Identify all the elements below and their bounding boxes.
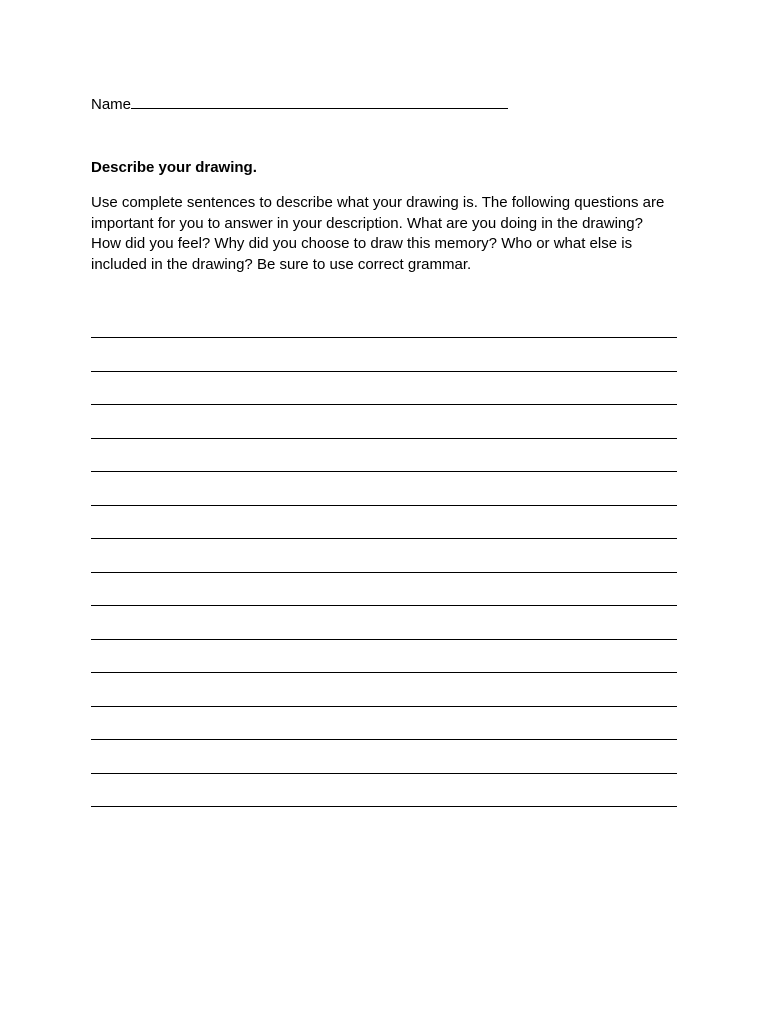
writing-line xyxy=(91,572,677,573)
instruction-line: How did you feel? Why did you choose to draw this memory? Who or what else is xyxy=(91,235,633,253)
writing-line xyxy=(91,371,677,372)
writing-line xyxy=(91,438,677,439)
writing-line xyxy=(91,605,677,606)
writing-line xyxy=(91,404,677,405)
writing-lines-area xyxy=(91,0,677,1024)
writing-line xyxy=(91,505,677,506)
writing-line xyxy=(91,739,677,740)
writing-line xyxy=(91,672,677,673)
writing-line xyxy=(91,337,677,338)
writing-line xyxy=(91,471,677,472)
writing-line xyxy=(91,538,677,539)
writing-line xyxy=(91,639,677,640)
writing-line xyxy=(91,773,677,774)
writing-line xyxy=(91,806,677,807)
section-heading: Describe your drawing. xyxy=(91,159,257,176)
instruction-line: Use complete sentences to describe what your drawing is. The following questions are xyxy=(91,194,665,211)
instruction-line: included in the drawing? Be sure to use correct grammar. xyxy=(91,255,472,273)
name-label: Name xyxy=(91,96,132,113)
writing-line xyxy=(91,706,677,707)
instruction-line: important for you to answer in your description. What are you doing in the drawing? xyxy=(91,214,643,232)
